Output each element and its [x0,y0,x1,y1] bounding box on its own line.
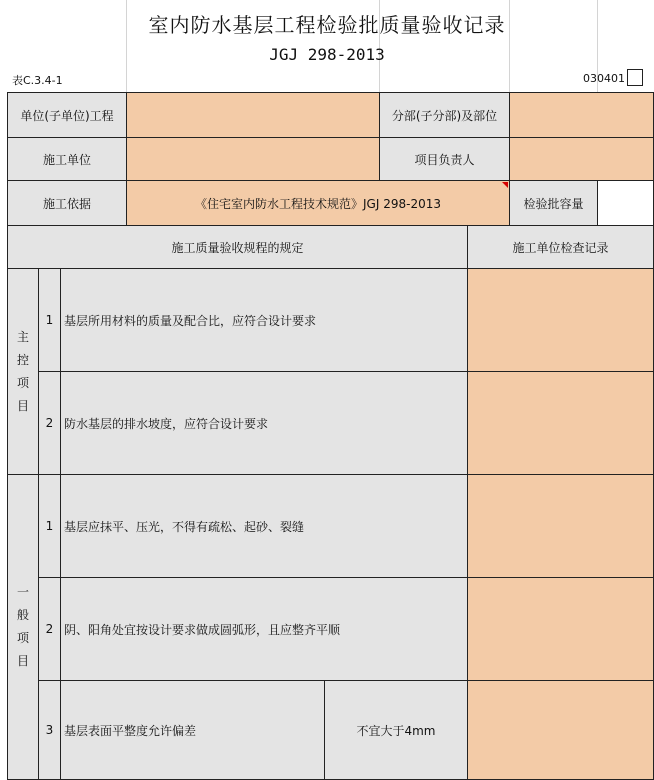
basis-value[interactable]: 《住宅室内防水工程技术规范》JGJ 298-2013 [127,181,510,226]
unit-project-input[interactable] [127,93,380,138]
item-number: 2 [39,372,61,475]
item-text: 基层表面平整度允许偏差 [61,681,325,780]
category-char: 主 [16,329,29,344]
check-record-input[interactable] [468,578,654,681]
basis-label: 施工依据 [8,181,127,226]
check-record-input[interactable] [468,475,654,578]
category-char: 项 [16,375,29,390]
item-number: 1 [39,269,61,372]
tolerance-limit: 不宜大于4mm [325,681,468,780]
category-char: 控 [16,352,29,367]
item-number: 1 [39,475,61,578]
unit-project-label: 单位(子单位)工程 [8,93,127,138]
sub-project-input[interactable] [510,93,654,138]
category-char: 目 [16,398,29,413]
category-char: 一 [16,585,29,599]
comment-marker-icon[interactable] [502,182,508,188]
item-text: 防水基层的排水坡度，应符合设计要求 [61,372,468,475]
table-code: 表C.3.4-1 [12,74,63,87]
item-number: 2 [39,578,61,681]
item-number: 3 [39,681,61,780]
standard-code: JGJ 298-2013 [269,45,385,64]
contractor-label: 施工单位 [8,138,127,181]
contractor-input[interactable] [127,138,380,181]
project-manager-label: 项目负责人 [380,138,510,181]
form-checkbox[interactable] [627,69,643,86]
form-number: 030401 [583,72,625,85]
general-category [8,475,39,780]
category-char: 般 [16,608,29,622]
item-text: 基层所用材料的质量及配合比，应符合设计要求 [61,269,468,372]
item-text: 阴、阳角处宜按设计要求做成圆弧形，且应整齐平顺 [61,578,468,681]
category-char: 项 [16,631,29,645]
spec-column-header: 施工质量验收规程的规定 [8,226,468,269]
check-record-input[interactable] [468,681,654,780]
category-char: 目 [16,654,29,668]
sub-project-label: 分部(子分部)及部位 [380,93,510,138]
capacity-input[interactable] [598,181,654,226]
check-record-input[interactable] [468,372,654,475]
record-column-header: 施工单位检查记录 [468,226,654,269]
main-control-category [8,269,39,475]
item-text: 基层应抹平、压光，不得有疏松、起砂、裂缝 [61,475,468,578]
form-title: 室内防水基层工程检验批质量验收记录 [148,13,506,37]
capacity-label: 检验批容量 [510,181,598,226]
project-manager-input[interactable] [510,138,654,181]
check-record-input[interactable] [468,269,654,372]
